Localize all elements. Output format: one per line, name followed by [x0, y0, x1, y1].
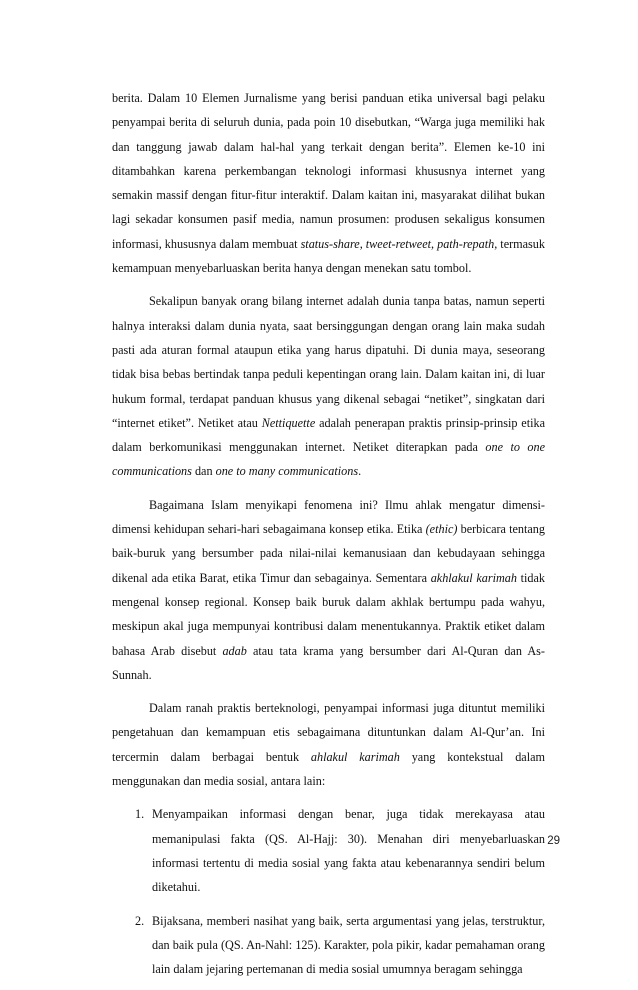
italic-run: one to one communications	[112, 440, 545, 479]
italic-run: adab	[222, 643, 247, 658]
italic-run: ahlakul karimah	[310, 749, 400, 764]
body-text	[112, 86, 545, 990]
list-item-text: Bijaksana, memberi nasihat yang baik, serta argumentasi yang jelas, terstruktur, dan baik pula (QS. An-Nahl: 125). Karakter, pola pikir, kadar pemahaman orang lain dalam jejaring pertemanan di media sosial umumnya beragam sehingga	[152, 913, 545, 977]
text-run: , termasuk kemampuan menyebarluaskan berita hanya dengan menekan satu tombol.	[112, 236, 545, 276]
numbered-list	[112, 802, 545, 981]
paragraph-3	[112, 493, 545, 687]
text-run: .	[358, 464, 362, 479]
list-number: 1.	[135, 807, 145, 822]
list-item-text: Menyampaikan informasi dengan benar, juga tidak merekayasa atau memanipulasi fakta (QS. Al-Hajj: 30). Menahan diri menyebarluaskan informasi tertentu di media sosial yang fakta atau kebenarannya sendiri belum diketahui.	[152, 807, 545, 895]
list-item	[112, 909, 545, 982]
italic-run: status-share, tweet-retweet, path-repath	[300, 236, 495, 251]
paragraph-2	[112, 289, 545, 483]
list-item	[112, 802, 545, 899]
page-number: 29	[547, 835, 560, 847]
text-run: dan	[191, 464, 216, 479]
text-run: Dalam ranah praktis berteknologi, penyampai informasi juga dituntut memiliki pengetahuan dan kemampuan etis sebagaimana dituntunkan dalam Al-Qur’an. Ini tercermin dalam berbagai bentuk	[112, 701, 545, 764]
text-run: Bagaimana Islam menyikapi fenomena ini? Ilmu ahlak mengatur dimensi-dimensi kehidupan sehari-hari sebagaimana konsep etika. Etika	[112, 497, 545, 537]
text-run: berita. Dalam 10 Elemen Jurnalisme yang berisi panduan etika universal bagi pelaku penyampai berita di seluruh dunia, pada poin 10 disebutkan, “Warga juga memiliki hak dan tanggung jawab dalam hal-hal yang terkait dengan berita”. Elemen ke-10 ini ditambahkan karena perkembangan teknologi informasi khususnya internet yang semakin massif dengan fitur-fitur interaktif. Dalam kaitan ini, masyarakat dilihat bukan lagi sekadar konsumen pasif media, namun prosumen: produsen sekaligus konsumen informasi, khususnya dalam membuat	[112, 91, 545, 251]
text-run: tidak mengenal konsep regional. Konsep baik buruk dalam akhlak bertumpu pada wahyu, meskipun akal juga mempunyai kontribusi dalam menentukannya. Praktik etiket dalam bahasa Arab disebut	[112, 570, 545, 658]
italic-run: one to many communications	[215, 464, 359, 479]
paragraph-1	[112, 86, 545, 280]
text-run: adalah penerapan praktis prinsip-prinsip etika dalam berkomunikasi menggunakan internet. Netiket diterapkan pada	[112, 415, 545, 455]
italic-run: akhlakul karimah	[430, 570, 517, 585]
text-run: atau tata krama yang bersumber dari Al-Quran dan As-Sunnah.	[112, 643, 545, 682]
text-run: yang kontekstual dalam menggunakan dan media sosial, antara lain:	[112, 749, 545, 789]
text-run: Sekalipun banyak orang bilang internet adalah dunia tanpa batas, namun seperti halnya interaksi dalam dunia nyata, saat bersinggungan dengan orang lain maka sudah pasti ada aturan formal ataupun etika yang harus dipatuhi. Di dunia maya, seseorang tidak bisa bebas bertindak tanpa peduli kepentingan orang lain. Dalam kaitan ini, di luar hukum formal, terdapat panduan khusus yang dikenal sebagai “netiket”, singkatan dari “internet etiket”. Netiket atau	[112, 294, 545, 430]
italic-run: (ethic)	[425, 522, 458, 537]
paragraph-4	[112, 696, 545, 793]
list-number: 2.	[135, 913, 145, 928]
italic-run: Nettiquette	[261, 415, 316, 430]
text-run: berbicara tentang baik-buruk yang bersumber pada nilai-nilai kemanusiaan dan kebudayaan sehingga dikenal ada etika Barat, etika Timur dan sebagainya. Sementara	[112, 522, 545, 585]
